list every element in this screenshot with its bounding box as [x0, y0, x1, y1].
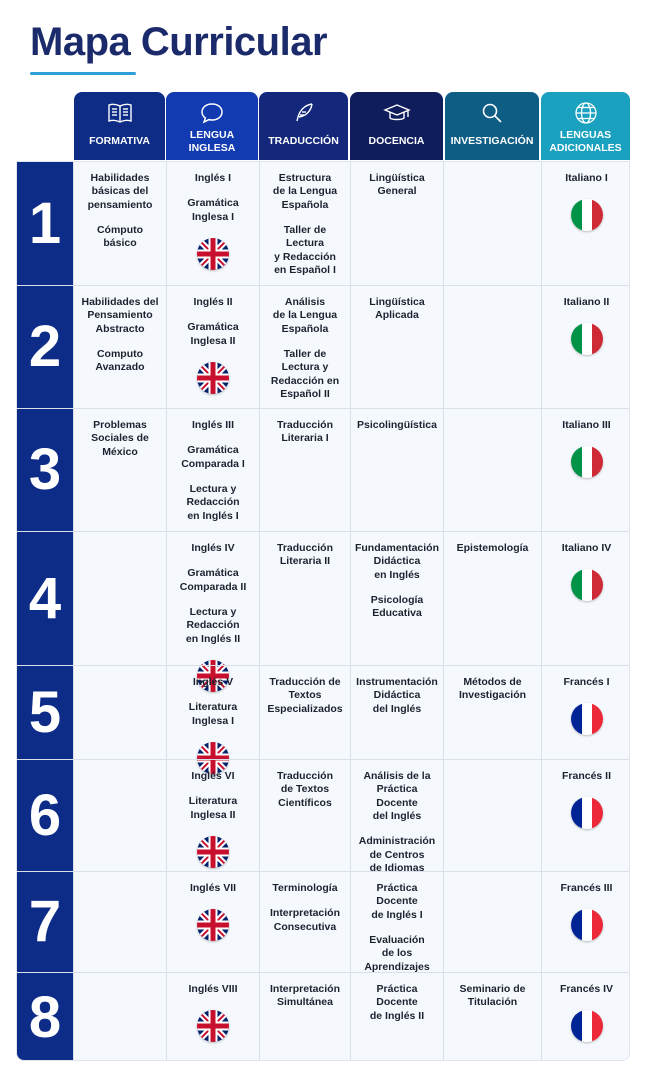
column-header-label: LENGUAS ADICIONALES: [549, 129, 622, 154]
cell-lengua-inglesa: [166, 973, 259, 1061]
column-header-investigacion: [445, 92, 539, 160]
course-name: Interpretación Consecutiva: [269, 907, 340, 933]
course-name: Análisis de la Práctica Docente del Inglés: [363, 770, 431, 822]
course-name: Gramática Inglesa II: [187, 321, 239, 347]
course-name: Inglés I: [194, 172, 232, 184]
semester-row: [17, 285, 630, 408]
cell-investigacion: [443, 666, 541, 759]
column-header-formativa: [74, 92, 165, 160]
cell-docencia: [350, 286, 443, 408]
cell-lengua-inglesa: [166, 286, 259, 408]
cell-formativa: [73, 666, 166, 759]
course-name: Inglés III: [191, 419, 234, 431]
italy-flag-icon: [571, 199, 603, 231]
course-name: Italiano III: [562, 419, 611, 431]
column-header-label: LENGUA INGLESA: [188, 129, 236, 154]
course-name: Italiano I: [565, 172, 608, 184]
cell-lenguas-adicionales: [541, 286, 630, 408]
semester-row: [17, 531, 630, 665]
semester-number: 3: [17, 409, 73, 531]
book-icon: [107, 100, 133, 126]
course-name: Administración de Centros de Idiomas: [358, 835, 436, 874]
course-name: Francés II: [561, 770, 612, 782]
course-name: Inglés IV: [191, 542, 235, 554]
course-name: Inglés VII: [189, 882, 237, 894]
italy-flag-icon: [571, 569, 603, 601]
cell-lenguas-adicionales: [541, 872, 630, 972]
cell-formativa: [73, 409, 166, 531]
page-title: Mapa Curricular: [30, 20, 328, 64]
semester-number: 8: [17, 973, 73, 1061]
course-name: Italiano II: [563, 296, 610, 308]
course-name: Traducción de Textos Especializados: [267, 676, 343, 715]
cell-lenguas-adicionales: [541, 973, 630, 1061]
cell-investigacion: [443, 872, 541, 972]
course-name: Instrumentación Didáctica del Inglés: [356, 676, 438, 715]
course-name: Lectura y Redacción en Inglés I: [186, 482, 240, 522]
cell-traduccion: [259, 162, 350, 285]
semester-row: [17, 162, 630, 285]
course-name: Traducción Literaria I: [276, 419, 333, 445]
cell-docencia: [350, 532, 443, 665]
curriculum-grid: [16, 161, 630, 1061]
cell-docencia: [350, 162, 443, 285]
course-name: Literatura Inglesa I: [188, 701, 238, 727]
course-name: Estructura de la Lengua Española: [272, 172, 338, 211]
course-name: Análisis de la Lengua Española: [272, 296, 338, 335]
course-name: Psicolingüística: [357, 419, 437, 431]
cell-docencia: [350, 872, 443, 972]
cell-lenguas-adicionales: [541, 162, 630, 285]
magnifier-icon: [480, 100, 504, 126]
cell-investigacion: [443, 760, 541, 871]
course-name: Práctica Docente de Inglés I: [371, 882, 423, 921]
cell-lenguas-adicionales: [541, 409, 630, 531]
course-name: Inglés V: [192, 676, 234, 688]
semester-number: 7: [17, 872, 73, 972]
graduation-cap-icon: [383, 100, 411, 126]
course-name: Interpretación Simultánea: [269, 983, 340, 1009]
cell-traduccion: [259, 872, 350, 972]
cell-traduccion: [259, 286, 350, 408]
semester-row: [17, 871, 630, 972]
cell-formativa: [73, 532, 166, 665]
cell-formativa: [73, 872, 166, 972]
cell-lengua-inglesa: [166, 532, 259, 665]
cell-lengua-inglesa: [166, 666, 259, 759]
italy-flag-icon: [571, 323, 603, 355]
cell-lengua-inglesa: [166, 760, 259, 871]
column-header-label: DOCENCIA: [368, 135, 425, 147]
column-header-label: TRADUCCIÓN: [268, 135, 339, 147]
course-name: Inglés II: [193, 296, 233, 308]
cell-lenguas-adicionales: [541, 532, 630, 665]
cell-docencia: [350, 973, 443, 1061]
column-header-docencia: [350, 92, 443, 160]
cell-traduccion: [259, 973, 350, 1061]
course-name: Gramática Comparada II: [179, 567, 247, 593]
cell-investigacion: [443, 973, 541, 1061]
uk-flag-icon: [197, 1010, 229, 1042]
course-name: Inglés VIII: [188, 983, 238, 995]
semester-row: [17, 408, 630, 531]
course-name: Taller de Lectura y Redacción en Español II: [270, 347, 340, 400]
uk-flag-icon: [197, 909, 229, 941]
course-name: Epistemología: [456, 542, 529, 554]
course-name: Computo Avanzado: [95, 347, 145, 374]
course-name: Terminología: [272, 882, 338, 894]
cell-docencia: [350, 666, 443, 759]
semester-number: 4: [17, 532, 73, 665]
cell-formativa: [73, 286, 166, 408]
cell-lengua-inglesa: [166, 409, 259, 531]
course-name: Cómputo básico: [96, 223, 144, 250]
semester-row: [17, 759, 630, 874]
semester-row: [17, 665, 630, 759]
course-name: Francés I: [563, 676, 610, 688]
course-name: Taller de Lectura y Redacción en Español I: [274, 223, 336, 276]
column-header-traduccion: [259, 92, 348, 160]
column-header-lenguas-adicionales: [541, 92, 630, 160]
course-name: Evaluación de los Aprendizajes: [364, 933, 430, 973]
course-name: Métodos de Investigación: [458, 676, 527, 702]
course-name: Problemas Sociales de México: [91, 419, 149, 458]
speech-bubble-icon: [199, 100, 225, 126]
france-flag-icon: [571, 797, 603, 829]
cell-lengua-inglesa: [166, 162, 259, 285]
semester-number: 2: [17, 286, 73, 408]
globe-icon: [573, 100, 599, 126]
column-header-label: FORMATIVA: [89, 135, 150, 147]
column-header-label: INVESTIGACIÓN: [450, 135, 534, 147]
cell-formativa: [73, 162, 166, 285]
italy-flag-icon: [571, 446, 603, 478]
course-name: Italiano IV: [561, 542, 612, 554]
cell-lenguas-adicionales: [541, 760, 630, 871]
cell-investigacion: [443, 286, 541, 408]
semester-number: 5: [17, 666, 73, 759]
cell-docencia: [350, 760, 443, 874]
cell-traduccion: [259, 409, 350, 531]
course-name: Lingüística Aplicada: [369, 296, 425, 322]
france-flag-icon: [571, 1010, 603, 1042]
cell-docencia: [350, 409, 443, 531]
course-name: Habilidades del Pensamiento Abstracto: [81, 296, 159, 335]
course-name: Seminario de Titulación: [459, 983, 526, 1009]
uk-flag-icon: [197, 362, 229, 394]
course-name: Lectura y Redacción en Inglés II: [185, 605, 241, 645]
france-flag-icon: [571, 909, 603, 941]
cell-traduccion: [259, 666, 350, 759]
course-name: Francés IV: [559, 983, 614, 995]
course-name: Gramática Inglesa I: [187, 197, 239, 223]
france-flag-icon: [571, 703, 603, 735]
course-name: Habilidades básicas del pensamiento: [87, 172, 153, 211]
column-headers: [74, 92, 630, 160]
semester-number: 1: [17, 162, 73, 285]
semester-number: 6: [17, 760, 73, 871]
uk-flag-icon: [197, 238, 229, 270]
course-name: Práctica Docente de Inglés II: [369, 983, 425, 1022]
cell-lengua-inglesa: [166, 872, 259, 972]
cell-investigacion: [443, 532, 541, 665]
cell-traduccion: [259, 760, 350, 871]
semester-row: [17, 972, 630, 1061]
course-name: Francés III: [560, 882, 613, 894]
course-name: Literatura Inglesa II: [188, 795, 238, 821]
cell-investigacion: [443, 409, 541, 531]
cell-formativa: [73, 973, 166, 1061]
feather-pen-icon: [292, 100, 316, 126]
course-name: Gramática Comparada I: [181, 444, 245, 470]
cell-lenguas-adicionales: [541, 666, 630, 759]
course-name: Psicología Educativa: [370, 593, 424, 620]
cell-investigacion: [443, 162, 541, 285]
column-header-lengua-inglesa: [166, 92, 258, 160]
course-name: Traducción Literaria II: [276, 542, 333, 568]
course-name: Lingüística General: [369, 172, 425, 198]
course-name: Fundamentación Didáctica en Inglés: [354, 542, 439, 581]
title-underline: [30, 72, 136, 75]
cell-formativa: [73, 760, 166, 871]
uk-flag-icon: [197, 836, 229, 868]
cell-traduccion: [259, 532, 350, 665]
course-name: Inglés VI: [191, 770, 235, 782]
course-name: Traducción de Textos Científicos: [276, 770, 333, 809]
